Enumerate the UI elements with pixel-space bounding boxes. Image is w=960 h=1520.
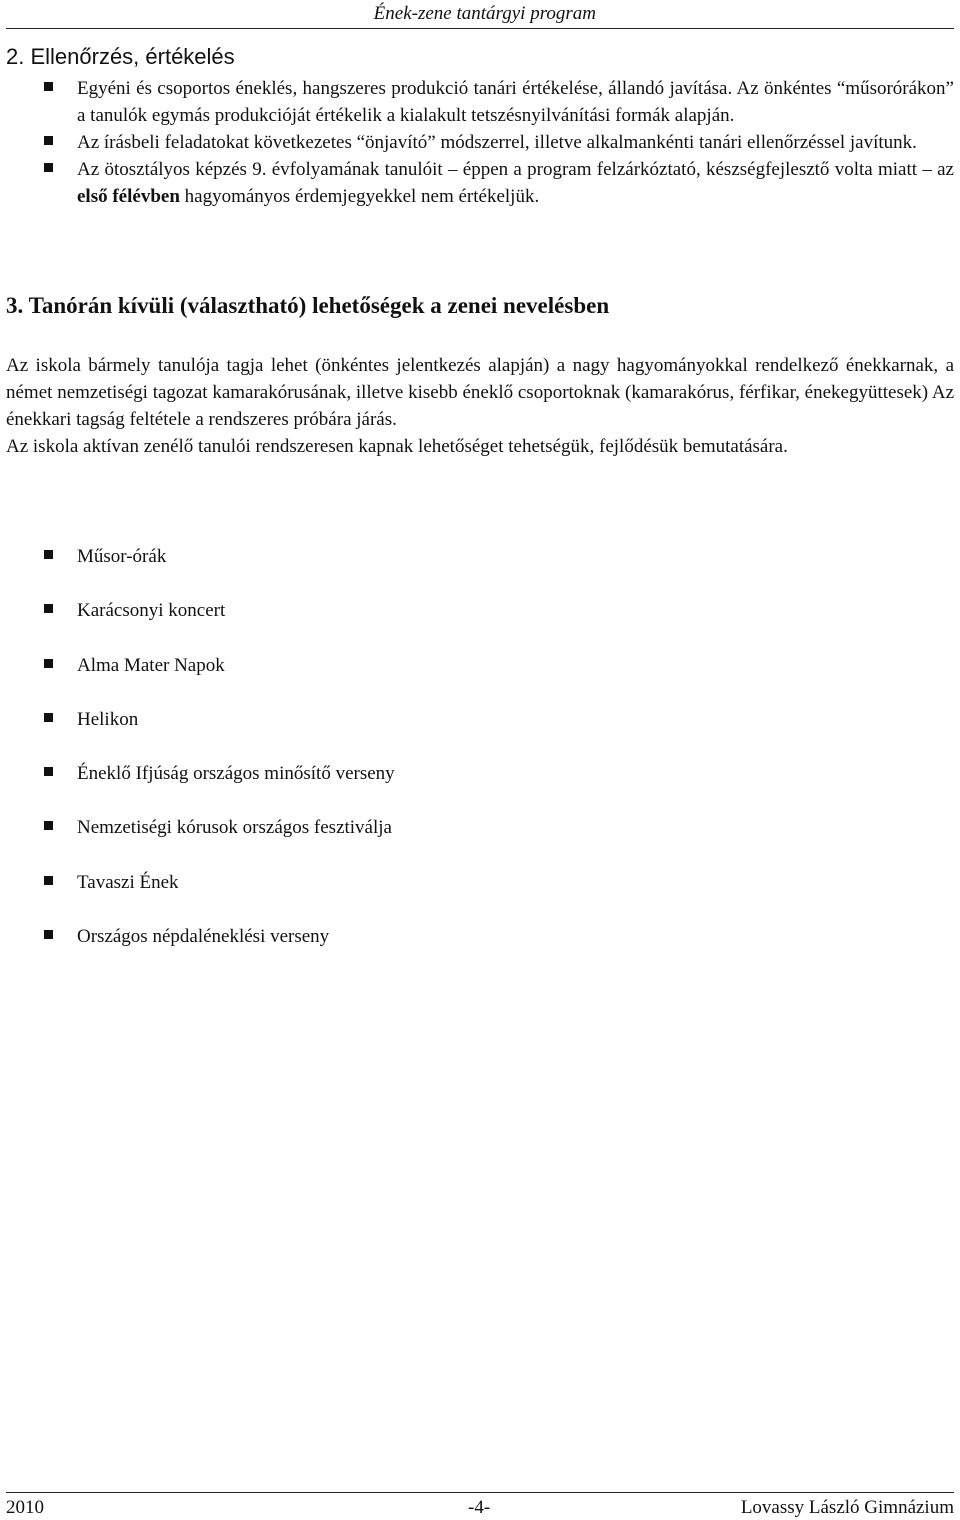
square-bullet-icon xyxy=(44,713,53,722)
footer-year: 2010 xyxy=(6,1497,44,1518)
list-item: Éneklő Ifjúság országos minősítő verseny xyxy=(44,760,954,787)
list-item: Karácsonyi koncert xyxy=(44,597,954,624)
list-item: Helikon xyxy=(44,706,954,733)
page-number: -4- xyxy=(468,1497,491,1518)
page-footer xyxy=(6,1492,954,1520)
square-bullet-icon xyxy=(44,550,53,559)
list-item: Műsor-órák xyxy=(44,543,954,570)
square-bullet-icon xyxy=(44,136,53,145)
list-item: Az ötosztályos képzés 9. évfolyamának tanulóit – éppen a program felzárkóztató, készségfejlesztő volta miatt – az első félévben hagyományos érdemjegyekkel nem értékeljük. xyxy=(44,156,954,210)
square-bullet-icon xyxy=(44,82,53,91)
square-bullet-icon xyxy=(44,604,53,613)
square-bullet-icon xyxy=(44,659,53,668)
square-bullet-icon xyxy=(44,767,53,776)
page-header xyxy=(6,0,954,29)
document-title: Ének-zene tantárgyi program xyxy=(373,3,596,24)
square-bullet-icon xyxy=(44,821,53,830)
list-item: Az írásbeli feladatokat következetes “önjavító” módszerrel, illetve alkalmankénti tanári ellenőrzéssel javítunk. xyxy=(44,129,954,156)
list-item: Nemzetiségi kórusok országos fesztiválja xyxy=(44,814,954,841)
footer-school: Lovassy László Gimnázium xyxy=(740,1497,954,1518)
paragraph: Az iskola bármely tanulója tagja lehet (önkéntes jelentkezés alapján) a nagy hagyományokkal rendelkező énekkarnak, a német nemzetiségi tagozat kamarakórusának, illetve kisebb éneklő csoportoknak (kamarakórus, férfikar, énekegyüttesek) Az énekkari tagság feltétele a rendszeres próbára járás. xyxy=(6,355,954,430)
section-heading-evaluation: 2. Ellenőrzés, értékelés xyxy=(6,44,235,69)
square-bullet-icon xyxy=(44,930,53,939)
section-heading-extracurricular: 3. Tanórán kívüli (választható) lehetőségek a zenei nevelésben xyxy=(6,293,610,318)
evaluation-list xyxy=(44,75,954,210)
emphasis-first-semester: első félévben xyxy=(77,186,180,207)
events-list xyxy=(44,543,954,977)
list-item: Tavaszi Ének xyxy=(44,869,954,896)
list-item: Egyéni és csoportos éneklés, hangszeres produkció tanári értékelése, állandó javítása. Az önkéntes “műsorórákon” a tanulók egymás produkcióját értékelik a kialakult tetszésnyilvánítási formák alapján. xyxy=(44,75,954,129)
list-item: Országos népdaléneklési verseny xyxy=(44,923,954,950)
list-item: Alma Mater Napok xyxy=(44,652,954,679)
square-bullet-icon xyxy=(44,163,53,172)
square-bullet-icon xyxy=(44,876,53,885)
paragraph: Az iskola aktívan zenélő tanulói rendszeresen kapnak lehetőséget tehetségük, fejlődésük bemutatására. xyxy=(6,436,788,457)
extracurricular-text xyxy=(6,352,954,460)
